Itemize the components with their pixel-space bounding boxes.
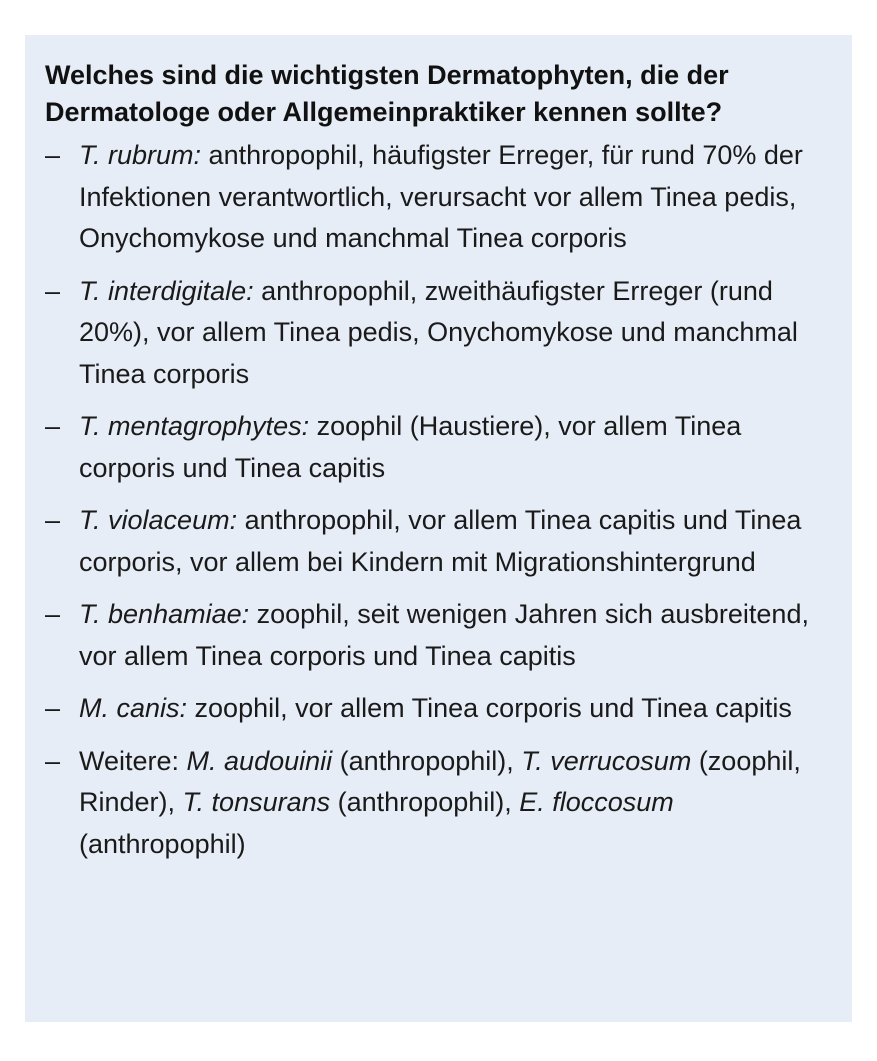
box-title: Welches sind die wichtigsten Dermatophyten, die der Dermatologe oder Allgemeinpraktiker kennen sollte? — [45, 60, 729, 127]
list-item — [45, 688, 832, 730]
item-text: anthropophil, zweithäufigster Erreger (rund 20%), vor allem Tinea pedis, Onychomykose und manchmal Tinea corporis — [79, 275, 798, 389]
species-name: T. verrucosum — [521, 745, 692, 776]
species-name: M. canis: — [79, 693, 188, 723]
dash: – — [45, 411, 61, 441]
list-item — [45, 500, 832, 583]
dash: – — [45, 505, 61, 535]
item-text: (anthropophil) — [79, 828, 246, 859]
dash: – — [45, 745, 61, 776]
list-item — [45, 271, 832, 396]
species-name: T. benhamiae: — [79, 599, 250, 629]
info-box — [25, 35, 852, 1022]
item-text: zoophil (Haustiere), vor allem Tinea corporis und Tinea capitis — [79, 411, 742, 483]
item-text: (anthropophil), — [332, 745, 522, 776]
dash: – — [45, 275, 61, 306]
species-name: T. tonsurans — [182, 787, 331, 817]
item-text: anthropophil, häufigster Erreger, für rund 70% der Infektionen verantwortlich, verursacht vor allem Tinea pedis, Onychomykose und manchmal Tinea corporis — [79, 140, 803, 253]
species-name: M. audouinii — [186, 745, 333, 776]
list-item — [45, 406, 832, 489]
list-item — [45, 135, 832, 260]
species-name: T. mentagrophytes: — [79, 411, 310, 441]
list-item-weitere — [45, 741, 832, 866]
item-text: (anthropophil), — [330, 787, 520, 817]
item-text: zoophil, vor allem Tinea corporis und Tinea capitis — [187, 693, 792, 723]
dash: – — [45, 693, 61, 723]
item-text: zoophil, seit wenigen Jahren sich ausbreitend, vor allem Tinea corporis und Tinea capitis — [79, 599, 809, 671]
dash: – — [45, 140, 61, 170]
item-text: anthropophil, vor allem Tinea capitis und Tinea corporis, vor allem bei Kindern mit Migrationshintergrund — [79, 505, 802, 577]
species-name: T. rubrum: — [79, 140, 202, 170]
species-name: T. interdigitale: — [79, 275, 254, 306]
species-name: T. violaceum: — [79, 505, 238, 535]
species-name: E. floccosum — [519, 787, 674, 817]
weitere-prefix: Weitere: — [79, 745, 187, 776]
item-text: (zoophil, Rinder), — [79, 745, 801, 817]
dash: – — [45, 599, 61, 629]
dermatophyte-list — [45, 135, 832, 865]
list-item — [45, 594, 832, 677]
